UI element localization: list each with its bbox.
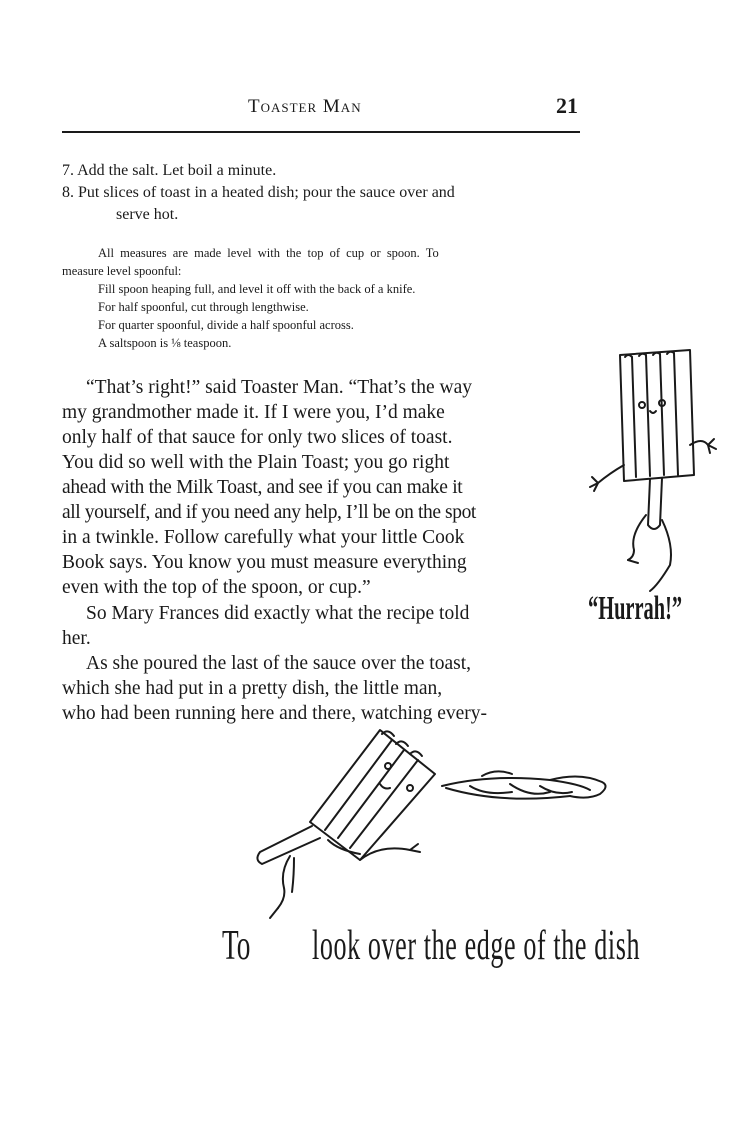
- body-line-7: in a twinkle. Follow carefully what your little Cook: [62, 527, 465, 548]
- recipe-step-8: 8. Put slices of toast in a heated dish; pour the sauce over and: [62, 184, 455, 201]
- body-line-5: ahead with the Milk Toast, and see if you can make it: [62, 477, 463, 498]
- note-line-1: All measures are made level with the top of cup or spoon. To: [98, 246, 439, 260]
- toaster-man-leaning-illustration: [250, 722, 620, 932]
- body-line-14: who had been running here and there, watching every-: [62, 703, 488, 724]
- body-line-9: even with the top of the spoon, or cup.”: [62, 577, 371, 598]
- body-line-2: my grandmother made it. If I were you, I’d make: [62, 402, 445, 423]
- hurrah-caption: “Hurrah!”: [588, 590, 683, 627]
- body-line-10: So Mary Frances did exactly what the recipe told: [86, 603, 470, 624]
- header-rule: [62, 131, 580, 133]
- recipe-step-8-continuation: serve hot.: [116, 206, 179, 223]
- body-line-13: which she had put in a pretty dish, the little man,: [62, 678, 443, 699]
- caption-to: To: [222, 923, 251, 969]
- body-line-4: You did so well with the Plain Toast; you go right: [62, 452, 450, 473]
- body-line-8: Book says. You know you must measure everything: [62, 552, 467, 573]
- body-line-12: As she poured the last of the sauce over the toast,: [86, 653, 472, 674]
- caption-look-over-dish: look over the edge of the dish: [312, 923, 641, 969]
- body-line-11: her.: [62, 628, 91, 649]
- note-line-2: measure level spoonful:: [62, 264, 182, 278]
- body-line-3: only half of that sauce for only two slices of toast.: [62, 427, 453, 448]
- toaster-man-standing-illustration: [590, 345, 720, 595]
- running-head-title: Toaster Man: [248, 96, 362, 117]
- note-line-5: For quarter spoonful, divide a half spoonful across.: [98, 318, 354, 332]
- note-line-6: A saltspoon is ⅛ teaspoon.: [98, 336, 232, 350]
- note-line-4: For half spoonful, cut through lengthwise.: [98, 300, 309, 314]
- note-line-3: Fill spoon heaping full, and level it off with the back of a knife.: [98, 282, 416, 296]
- recipe-step-7: 7. Add the salt. Let boil a minute.: [62, 162, 277, 179]
- body-line-6: all yourself, and if you need any help, I’ll be on the spot: [62, 502, 476, 523]
- page-number: 21: [556, 93, 578, 118]
- body-line-1: “That’s right!” said Toaster Man. “That’s the way: [86, 377, 472, 398]
